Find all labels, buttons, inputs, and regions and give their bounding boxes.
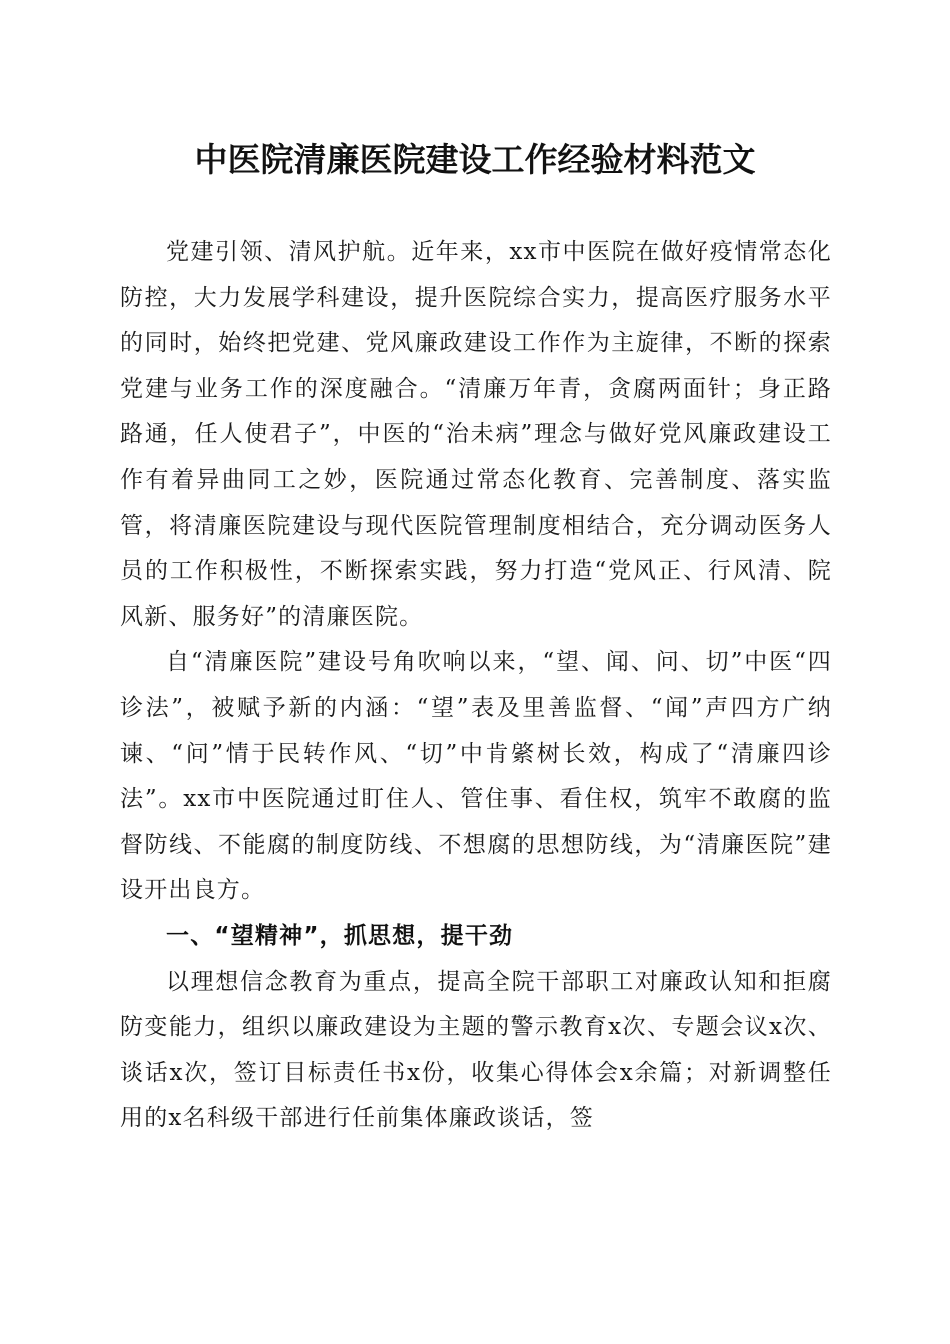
section-paragraph: 以理想信念教育为重点，提高全院干部职工对廉政认知和拒腐防变能力，组织以廉政建设为主题的警示教育x次、专题会议x次、谈话x次，签订目标责任书x份，收集心得体会x余篇；对新调整任用的x名科级干部进行任前集体廉政谈话，签	[120, 968, 832, 1132]
paragraph-intro: 党建引领、清风护航。近年来，xx市中医院在做好疫情常态化防控，大力发展学科建设，提升医院综合实力，提高医疗服务水平的同时，始终把党建、党风廉政建设工作作为主旋律，不断的探索党建与业务工作的深度融合。“清廉万年青，贪腐两面针；身正路路通，任人使君子”，中医的“治未病”理念与做好党风廉政建设工作有着异曲同工之妙，医院通过常态化教育、完善制度、落实监管，将清廉医院建设与现代医院管理制度相结合，充分调动医务人员的工作积极性，不断探索实践，努力打造“党风正、行风清、院风新、服务好”的清廉医院。	[120, 239, 832, 630]
paragraph-four-diagnosis: 自“清廉医院”建设号角吹响以来，“望、闻、问、切”中医“四诊法”，被赋予新的内涵：“望”表及里善监督、“闻”声四方广纳谏、“问”情于民转作风、“切”中肯綮树长效，构成了“清廉四诊法”。xx市中医院通过盯住人、管住事、看住权，筑牢不敢腐的监督防线、不能腐的制度防线、不想腐的思想防线，为“清廉医院”建设开出良方。	[120, 649, 832, 904]
document-body	[120, 230, 832, 1142]
section-heading: 一、“望精神”，抓思想，提干劲	[166, 922, 514, 949]
document-title: 中医院清廉医院建设工作经验材料范文	[194, 140, 756, 179]
